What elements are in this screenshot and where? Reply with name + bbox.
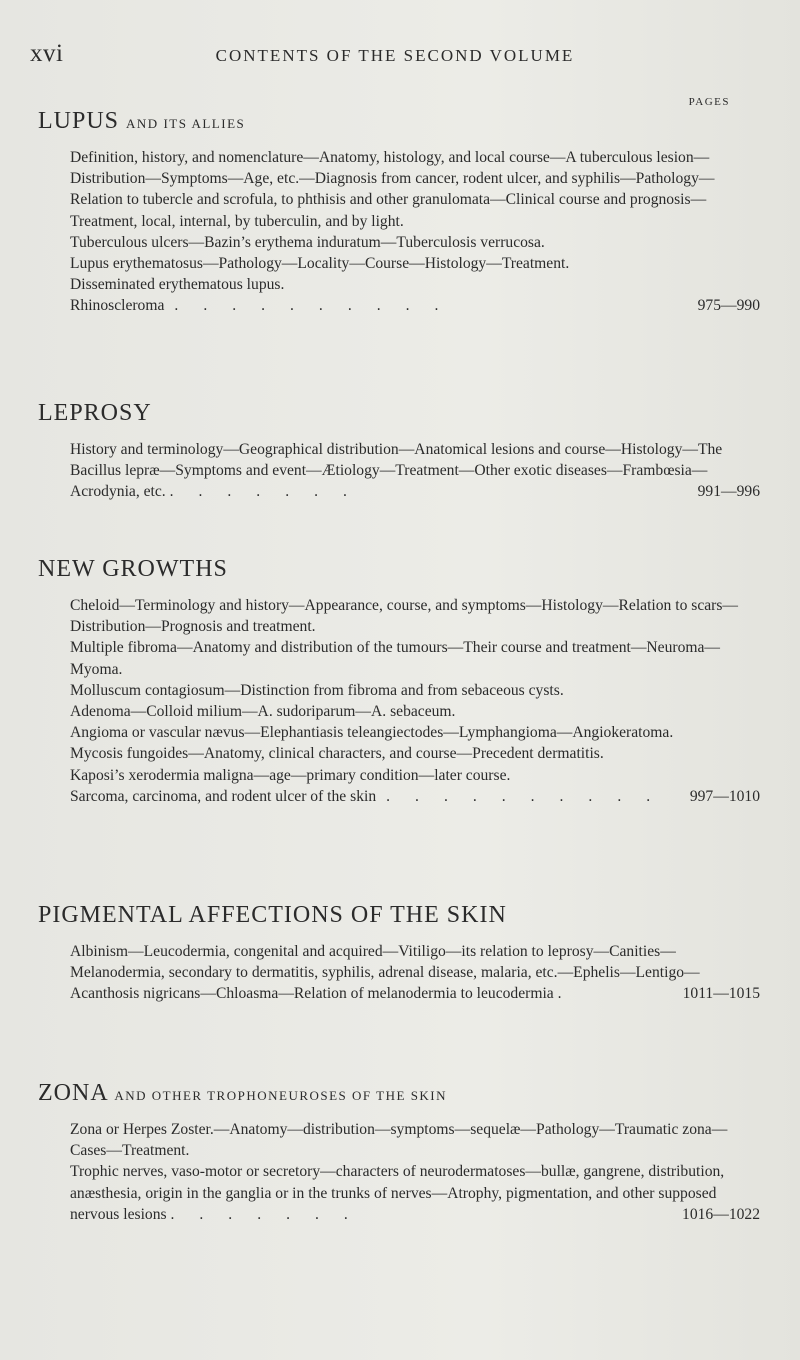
section-lupus bbox=[38, 108, 760, 317]
entry-text: Trophic nerves, vaso-motor or secretory—characters of neurodermatoses—bullæ, gangrene, distribution, anæsthesia, origin in the ganglia or in the trunks of nerves—Atrophy, pigmentation, and other supposed nervous lesions bbox=[70, 1163, 725, 1223]
dot-leader: .......... bbox=[174, 297, 464, 315]
pages-column-label: PAGES bbox=[688, 96, 730, 108]
entry: Multiple fibroma—Anatomy and distribution of the tumours—Their course and treatment—Neuroma—Myoma. bbox=[70, 639, 721, 678]
entry: Sarcoma, carcinoma, and rodent ulcer of the skin bbox=[70, 787, 377, 805]
entry: Lupus erythematosus—Pathology—Locality—Course—Histology—Treatment. bbox=[70, 255, 570, 273]
section-title-main: LUPUS bbox=[38, 108, 120, 134]
page-range: 997—1010 bbox=[689, 787, 760, 805]
entry bbox=[70, 439, 760, 503]
dot-leader: .......... bbox=[386, 787, 676, 805]
section-entries bbox=[70, 439, 760, 503]
section-title bbox=[38, 108, 760, 135]
entry-with-pages bbox=[70, 295, 760, 316]
entry bbox=[70, 941, 760, 1005]
dot-leader: ....... bbox=[170, 1205, 373, 1223]
entry-text: History and terminology—Geographical distribution—Anatomical lesions and course—Histology—The Bacillus lepræ—Symptoms and event—Ætiology—Treatment—Other exotic diseases—Frambœsia—Acrodynia, etc. bbox=[70, 441, 723, 501]
section-title: NEW GROWTHS bbox=[38, 556, 228, 582]
section-leprosy bbox=[38, 400, 760, 503]
section-entries bbox=[70, 941, 760, 1005]
entry: Mycosis fungoides—Anatomy, clinical characters, and course—Precedent dermatitis. bbox=[70, 745, 604, 763]
page-folio: xvi bbox=[30, 40, 64, 67]
entry: Molluscum contagiosum—Distinction from fibroma and from sebaceous cysts. bbox=[70, 681, 564, 699]
entry: Definition, history, and nomenclature—Anatomy, histology, and local course—A tuberculous lesion—Distribution—Symptoms—Age, etc.—Diagnosis from cancer, rodent ulcer, and syphilis—Pathology—Relation to tubercle and scrofula, to phthisis and other granulomata—Clinical course and prognosis—Treatment, local, internal, by tuberculin, and by light. bbox=[70, 149, 715, 230]
entry: Rhinoscleroma bbox=[70, 297, 165, 315]
entry: Cheloid—Terminology and history—Appearance, course, and symptoms—Histology—Relation to scars—Distribution—Prognosis and treatment. bbox=[70, 597, 739, 636]
entry: Disseminated erythematous lupus. bbox=[70, 276, 285, 294]
section-title: LEPROSY bbox=[38, 400, 152, 426]
section-new-growths bbox=[38, 556, 760, 807]
running-head bbox=[30, 40, 760, 72]
section-title: PIGMENTAL AFFECTIONS OF THE SKIN bbox=[38, 902, 507, 928]
entry-text: Albinism—Leucodermia, congenital and acquired—Vitiligo—its relation to leprosy—Canities—Melanodermia, secondary to dermatitis, syphilis, adrenal disease, malaria, etc.—Ephelis—Lentigo—Acanthosis nigricans—Chloasma—Relation of melanodermia to leucodermia bbox=[70, 943, 700, 1003]
dot-leader: ....... bbox=[169, 483, 372, 501]
page-range: 1016—1022 bbox=[682, 1205, 760, 1223]
entry: Adenoma—Colloid milium—A. sudoriparum—A. sebaceum. bbox=[70, 703, 456, 721]
page-range: 1011—1015 bbox=[682, 985, 760, 1003]
entry: Kaposi’s xerodermia maligna—age—primary condition—later course. bbox=[70, 766, 511, 784]
running-title: CONTENTS OF THE SECOND VOLUME bbox=[215, 46, 575, 65]
section-title bbox=[38, 1080, 760, 1107]
entry: Zona or Herpes Zoster.—Anatomy—distribution—symptoms—sequelæ—Pathology—Traumatic zona—Cases—Treatment. bbox=[70, 1121, 728, 1160]
section-entries bbox=[70, 147, 760, 317]
page-range: 991—996 bbox=[697, 483, 760, 501]
section-title-main: ZONA bbox=[38, 1080, 108, 1106]
page-range: 975—990 bbox=[697, 297, 760, 315]
section-pigmental-affections bbox=[38, 902, 760, 1005]
entry: Tuberculous ulcers—Bazin’s erythema induratum—Tuberculosis verrucosa. bbox=[70, 233, 545, 251]
section-title-small: AND OTHER TROPHONEUROSES OF THE SKIN bbox=[114, 1088, 448, 1103]
dot-leader: . bbox=[557, 985, 562, 1003]
entry-with-pages bbox=[70, 786, 760, 807]
section-zona bbox=[38, 1080, 760, 1225]
section-entries bbox=[70, 1119, 760, 1225]
section-entries bbox=[70, 595, 760, 807]
section-title-small: AND ITS ALLIES bbox=[126, 116, 246, 131]
entry: Angioma or vascular nævus—Elephantiasis teleangiectodes—Lymphangioma—Angiokeratoma. bbox=[70, 724, 674, 742]
entry bbox=[70, 1161, 760, 1225]
